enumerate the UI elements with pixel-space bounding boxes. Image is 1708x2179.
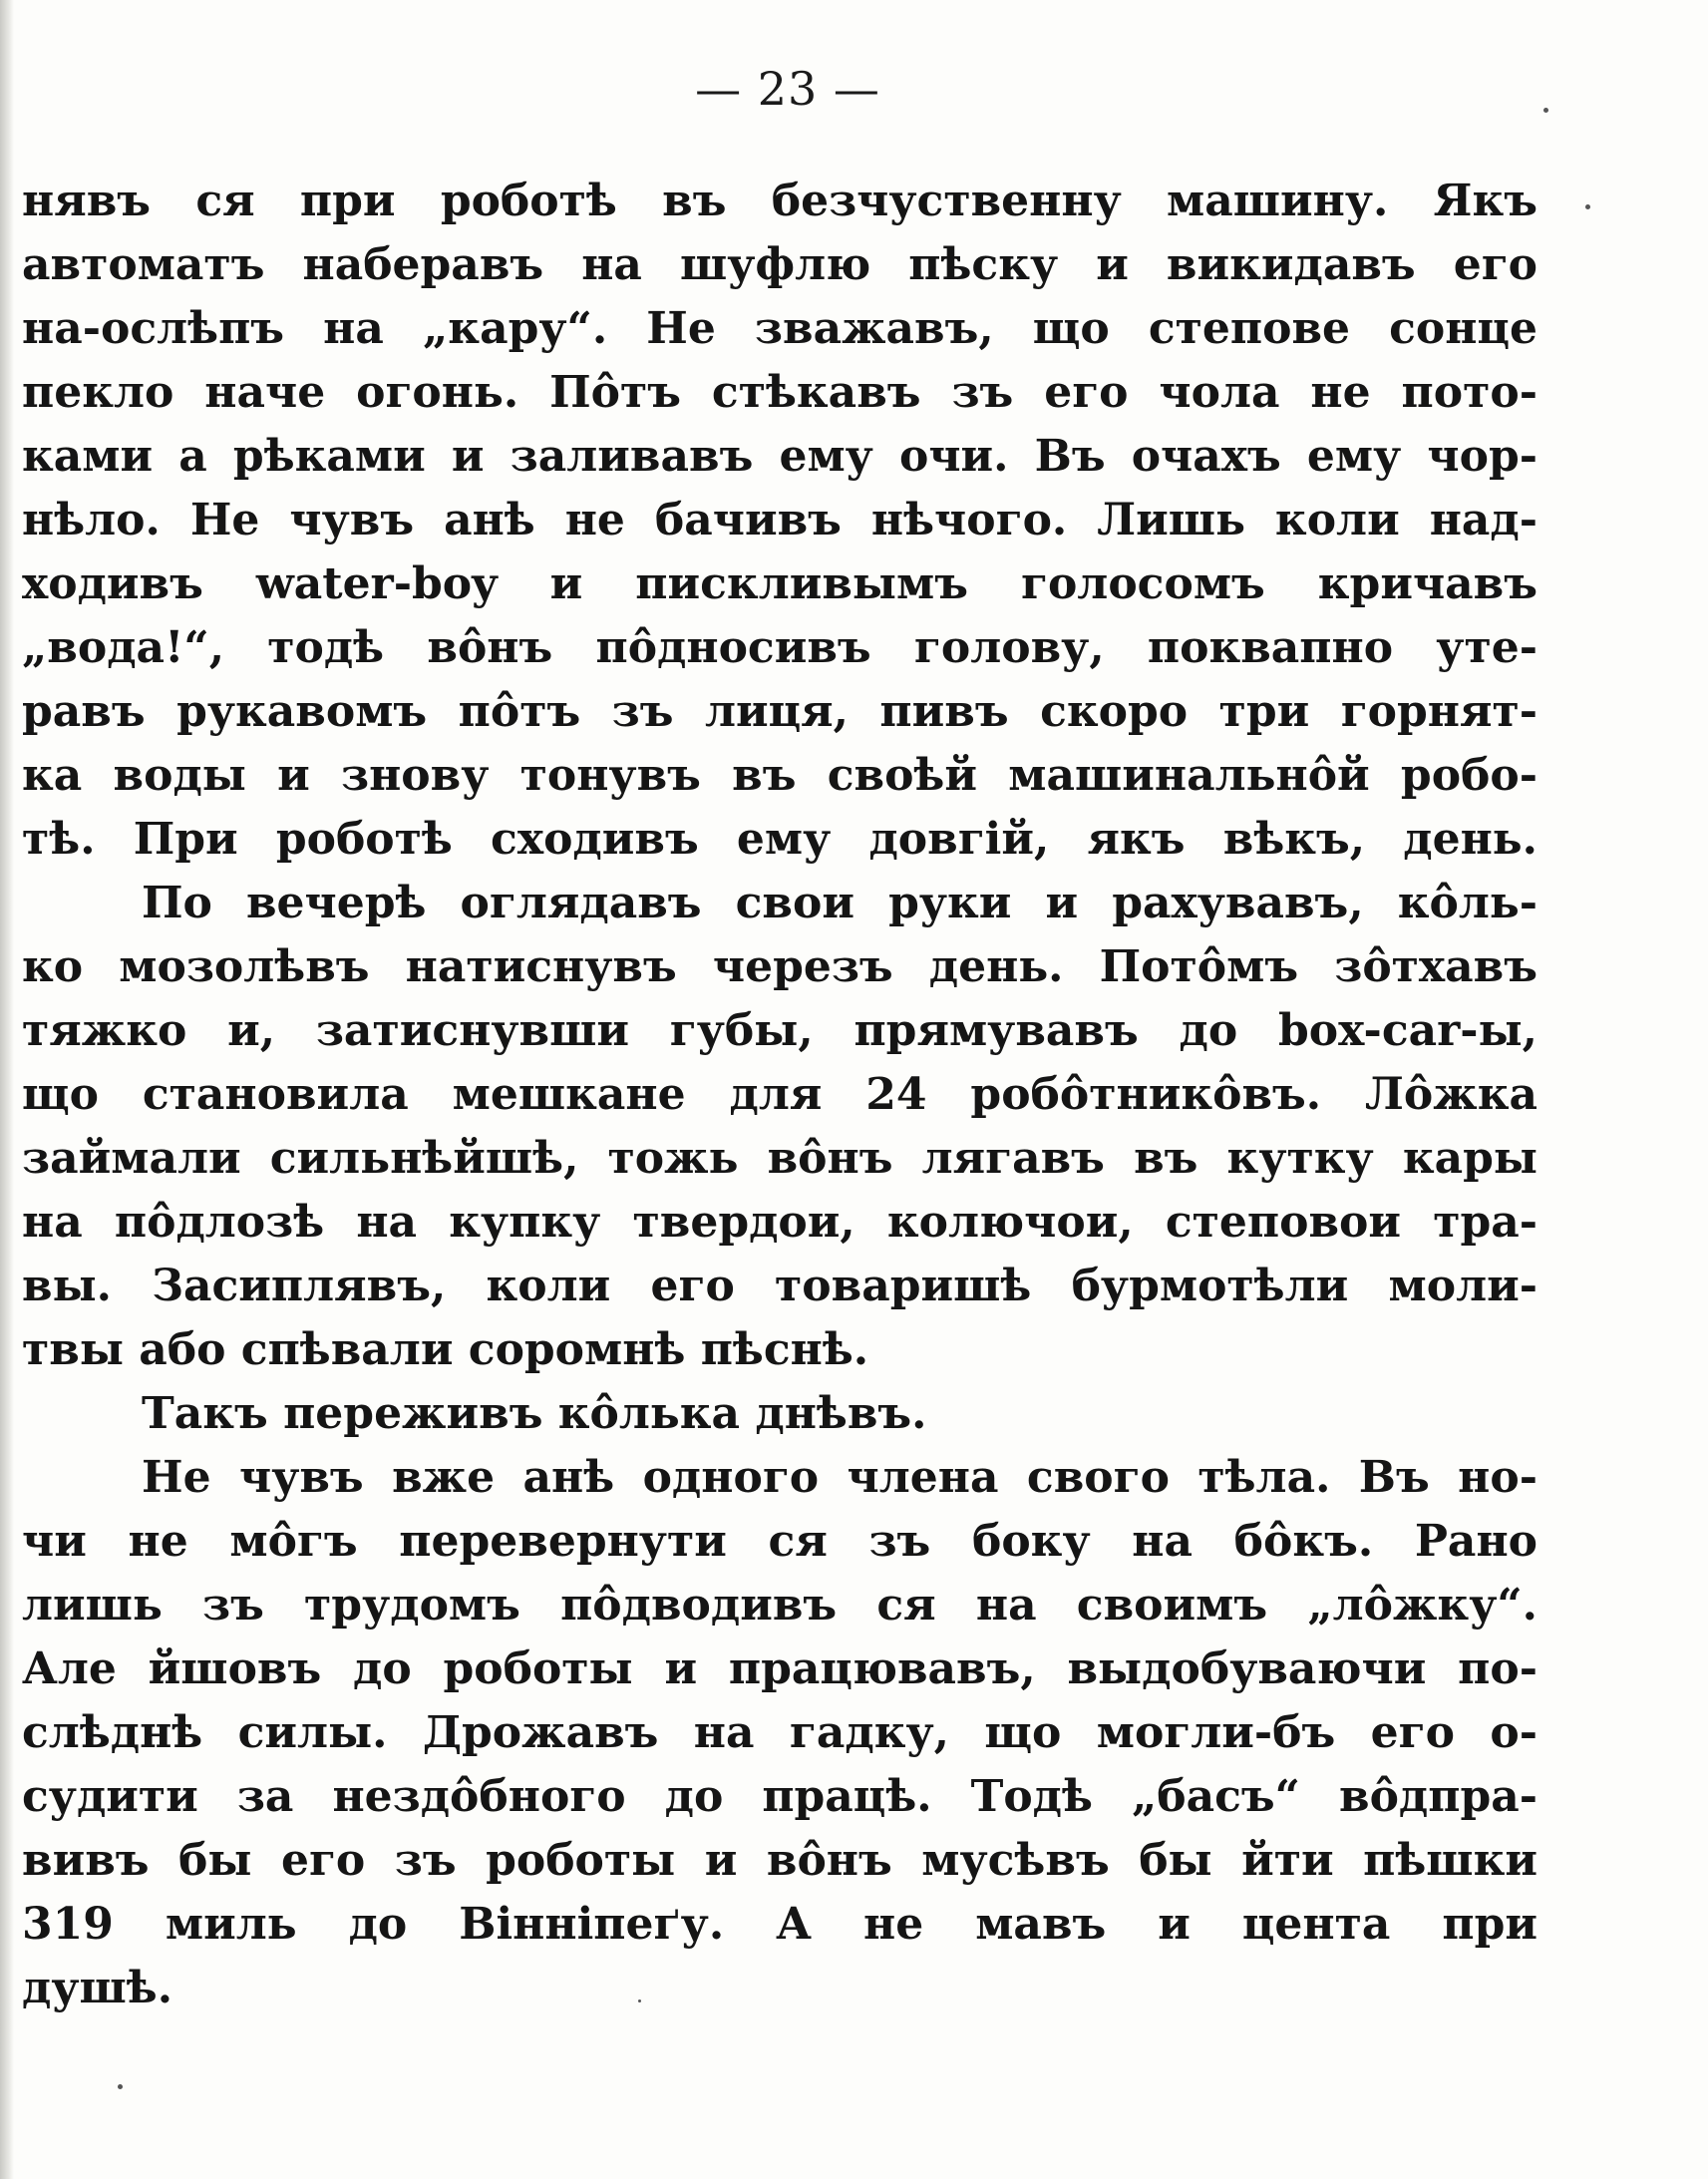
text-line: вы. Засиплявъ, коли его товаришѣ бурмотѣли моли- xyxy=(22,1261,1537,1311)
text-line: Але йшовъ до роботы и працювавъ, выдобуваючи по- xyxy=(22,1643,1537,1694)
text-line: автоматъ наберавъ на шуфлю пѣску и викидавъ его xyxy=(22,239,1537,290)
paragraph-end-line: душѣ. xyxy=(22,1963,173,2013)
paper-speck xyxy=(1585,204,1590,209)
text-line: що становила мешкане для 24 робôтникôвъ. Лôжка xyxy=(22,1069,1537,1120)
text-line: слѣднѣ силы. Дрожавъ на гадку, що могли-бъ его о- xyxy=(22,1707,1537,1758)
text-line: займали сильнѣйшѣ, тожь вôнъ лягавъ въ кутку кары xyxy=(22,1133,1537,1184)
text-line: ка воды и знову тонувъ въ своѣй машинальнôй робо- xyxy=(22,750,1537,801)
text-line: нѣло. Не чувъ анѣ не бачивъ нѣчого. Лишь коли над- xyxy=(22,495,1537,545)
page-number: — 23 — xyxy=(695,62,880,116)
text-line: судити за нездôбного до працѣ. Тодѣ „басъ“ вôдпра- xyxy=(22,1771,1537,1822)
body-text xyxy=(22,170,1537,2020)
text-line: тяжко и, затиснувши губы, прямувавъ до box-car-ы, xyxy=(22,1005,1537,1056)
text-line: 319 миль до Вінніпеґу. А не мавъ и цента при xyxy=(22,1899,1537,1950)
text-line: чи не мôгъ перевернути ся зъ боку на бôкъ. Рано xyxy=(22,1516,1537,1567)
paragraph-start-line: Такъ переживъ кôлька днѣвъ. xyxy=(142,1388,927,1439)
paragraph-start-line: Не чувъ вже анѣ одного члена свого тѣла. Въ но- xyxy=(142,1452,1537,1503)
paper-speck xyxy=(118,2084,123,2089)
paragraph-end-line: твы або спѣвали соромнѣ пѣснѣ. xyxy=(22,1324,869,1375)
text-line: лишь зъ трудомъ пôдводивъ ся на своимъ „лôжку“. xyxy=(22,1580,1537,1631)
text-line: ко мозолѣвъ натиснувъ черезъ день. Потôмъ зôтхавъ xyxy=(22,941,1537,992)
text-line: ками а рѣками и заливавъ ему очи. Въ очахъ ему чор- xyxy=(22,431,1537,482)
text-line: вивъ бы его зъ роботы и вôнъ мусѣвъ бы йти пѣшки xyxy=(22,1835,1537,1886)
paper-speck xyxy=(638,1999,641,2002)
text-line: на-ослѣпъ на „кару“. Не зважавъ, що степове сонце xyxy=(22,303,1537,354)
page-binding-edge xyxy=(0,0,14,2179)
text-line: ходивъ water-boy и пискливымъ голосомъ кричавъ xyxy=(22,558,1537,609)
text-line: на пôдлозѣ на купку твердои, колючои, степовои тра- xyxy=(22,1197,1537,1248)
paragraph-start-line: По вечерѣ оглядавъ свои руки и рахувавъ, кôль- xyxy=(142,878,1537,928)
text-line: пекло наче огонь. Пôтъ стѣкавъ зъ его чола не пото- xyxy=(22,367,1537,418)
text-line: равъ рукавомъ пôтъ зъ лиця, пивъ скоро три горнят- xyxy=(22,686,1537,737)
text-line: нявъ ся при роботѣ въ безчуственну машину. Якъ xyxy=(22,176,1537,226)
paper-speck xyxy=(1543,108,1548,113)
text-line: „вода!“, тодѣ вôнъ пôдносивъ голову, поквапно уте- xyxy=(22,622,1537,673)
text-line: тѣ. При роботѣ сходивъ ему довгій, якъ вѣкъ, день. xyxy=(22,814,1537,865)
